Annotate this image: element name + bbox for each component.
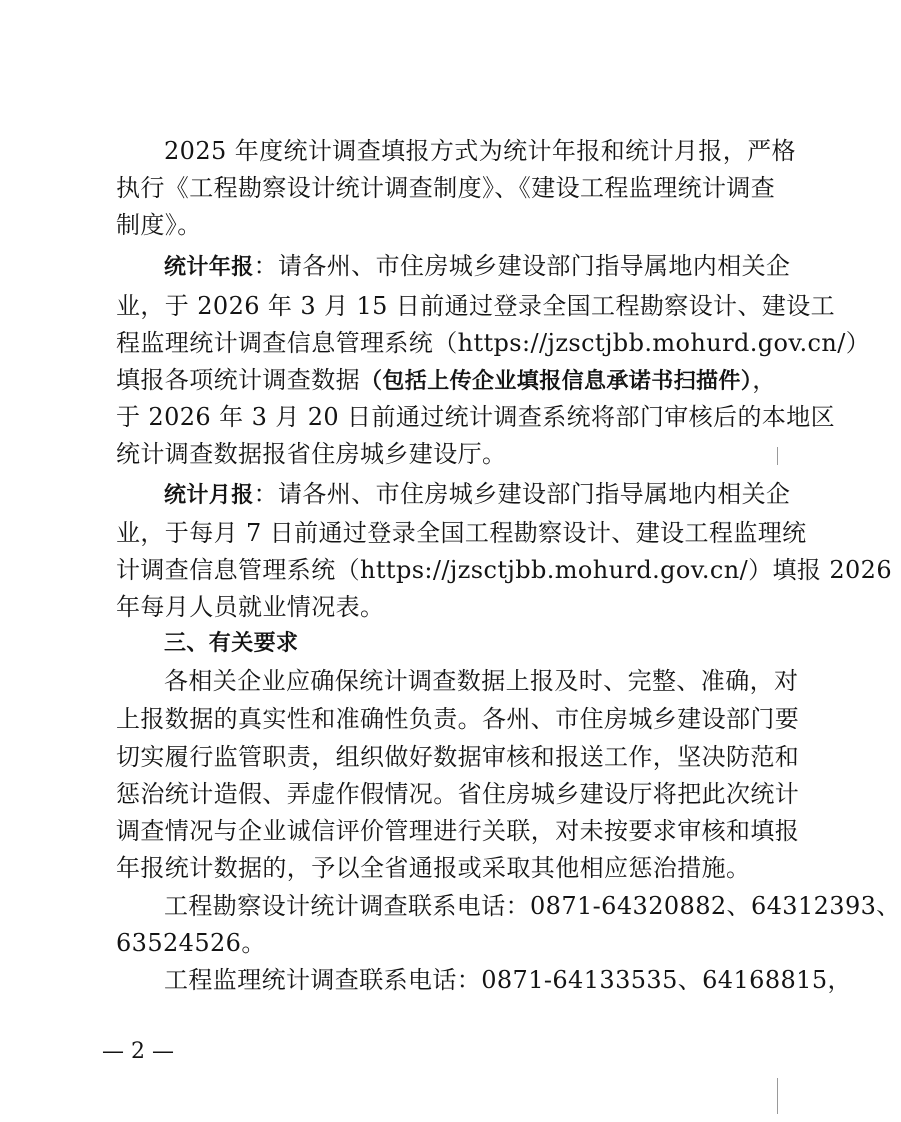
monthly-report-label: 统计月报	[164, 483, 254, 508]
page-number: — 2 —	[102, 1039, 174, 1064]
scan-edge-mark	[777, 1078, 778, 1114]
annual-report-line-1-text: ：请各州、市住房城乡建设部门指导属地内相关企	[253, 252, 791, 280]
requirements-line-5: 调查情况与企业诚信评价管理进行关联，对未按要求审核和填报	[116, 817, 800, 845]
annual-report-line-2: 业，于 2026 年 3 月 15 日前通过登录全国工程勘察设计、建设工	[116, 292, 836, 320]
intro-line-1: 2025 年度统计调查填报方式为统计年报和统计月报，严格	[164, 137, 796, 165]
monthly-report-line-3: 计调查信息管理系统（https://jzsctjbb.mohurd.gov.cn/）填报 2026	[116, 556, 892, 584]
requirements-line-3: 切实履行监管职责，组织做好数据审核和报送工作，坚决防范和	[116, 743, 800, 771]
annual-report-label: 统计年报	[164, 255, 254, 280]
supervision-contact-line-1: 工程监理统计调查联系电话：0871-64133535、64168815，	[164, 966, 852, 994]
survey-contact-line-1: 工程勘察设计统计调查联系电话：0871-64320882、64312393、	[164, 892, 901, 920]
survey-contact-line-2: 63524526。	[116, 929, 266, 957]
annual-report-line-4-end: ，	[752, 366, 777, 394]
annual-report-line-4-start: 填报各项统计调查数据	[116, 366, 360, 394]
requirements-line-6: 年报统计数据的，予以全省通报或采取其他相应惩治措施。	[116, 854, 751, 882]
requirements-line-2: 上报数据的真实性和准确性负责。各州、市住房城乡建设部门要	[116, 705, 800, 733]
requirements-line-4: 惩治统计造假、弄虚作假情况。省住房城乡建设厅将把此次统计	[116, 780, 800, 808]
annual-report-line-6: 统计调查数据报省住房城乡建设厅。	[116, 440, 507, 468]
scan-edge-mark	[777, 447, 778, 465]
annual-report-line-3: 程监理统计调查信息管理系统（https://jzsctjbb.mohurd.gov.cn/）	[116, 329, 871, 357]
requirements-line-1: 各相关企业应确保统计调查数据上报及时、完整、准确，对	[164, 667, 799, 695]
annual-report-line-4	[116, 362, 777, 398]
section-heading: 三、有关要求	[164, 631, 299, 656]
intro-line-2: 执行《工程勘察设计统计调查制度》、《建设工程监理统计调查	[116, 174, 776, 202]
intro-line-3: 制度》。	[116, 211, 202, 239]
commitment-letter-note: （包括上传企业填报信息承诺书扫描件）	[360, 369, 753, 394]
annual-report-line-1	[164, 248, 791, 284]
annual-report-line-5: 于 2026 年 3 月 20 日前通过统计调查系统将部门审核后的本地区	[116, 403, 836, 431]
monthly-report-line-1-text: ：请各州、市住房城乡建设部门指导属地内相关企	[253, 480, 791, 508]
monthly-report-line-4: 年每月人员就业情况表。	[116, 593, 385, 621]
monthly-report-line-1	[164, 476, 791, 512]
monthly-report-line-2: 业，于每月 7 日前通过登录全国工程勘察设计、建设工程监理统	[116, 519, 807, 547]
